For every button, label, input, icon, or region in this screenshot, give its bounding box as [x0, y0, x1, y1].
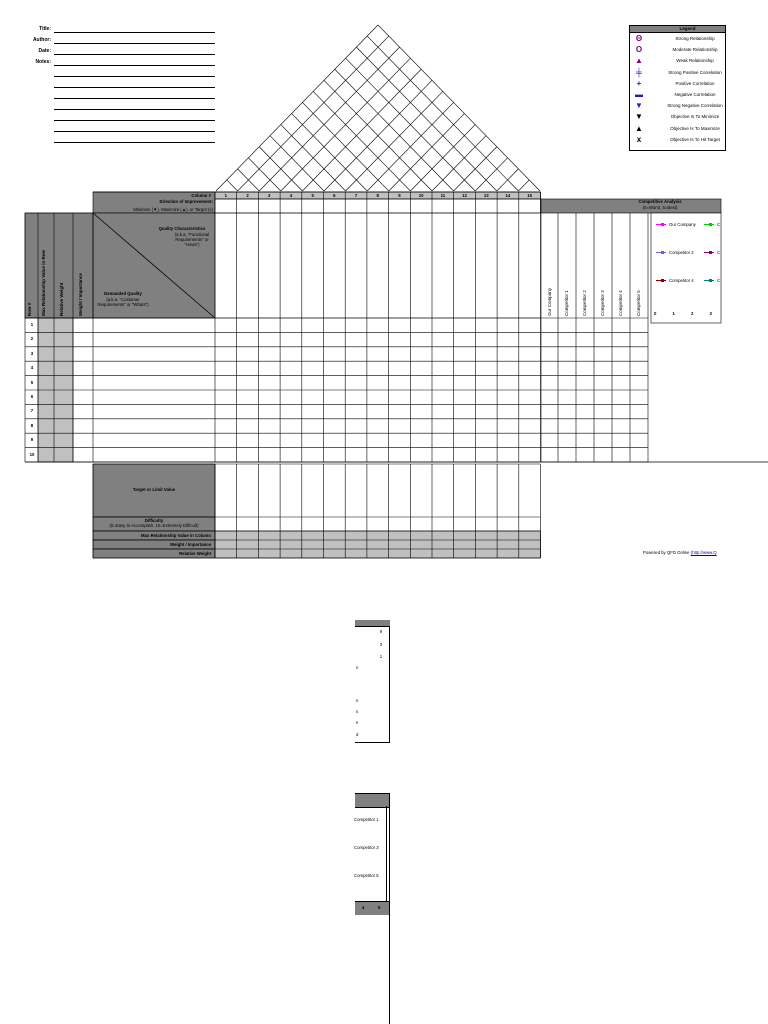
chart-legend-marker — [709, 279, 712, 282]
chart-legend-item — [656, 278, 694, 283]
strong-negative-correlation-icon: ▼ — [635, 101, 643, 111]
strong-positive-correlation-icon: ╪ — [636, 67, 642, 77]
header-field-label: Date: — [38, 48, 51, 54]
row-number: 10 — [29, 451, 35, 457]
demanded-quality-label: Demanded Quality — [104, 291, 142, 296]
legend-text: Objective Is To Hit Target — [670, 136, 720, 142]
fragment-competitor-label: Competitor 5 — [354, 873, 379, 878]
direction-label: Direction of Improvement: — [159, 199, 213, 204]
column-number: 11 — [440, 193, 446, 198]
page2-fragment — [355, 620, 390, 743]
fragment-number: 1 — [379, 654, 383, 659]
header-field-label: Author: — [32, 37, 51, 43]
strong-relationship-icon: Θ — [635, 34, 643, 43]
weight-importance-header: Weight / Importance — [78, 273, 83, 316]
legend-text: Moderate Relationship — [672, 47, 718, 53]
quality-characteristics-sub: (a.k.a. "Functional Requirements" or "Hows") — [174, 232, 210, 247]
column-number: 5 — [311, 193, 314, 198]
legend-text: Strong Positive Correlation — [668, 69, 722, 75]
maximize-icon: ▲ — [635, 123, 643, 133]
axis-tick-label: 1 — [672, 311, 675, 316]
column-number: 14 — [505, 193, 511, 198]
target-limit-label: Target or Limit Value — [132, 487, 176, 492]
fragment-text: d — [356, 732, 359, 737]
axis-tick-label: 0 — [654, 311, 657, 316]
chart-legend-item — [704, 250, 720, 255]
chart-legend-item — [656, 250, 694, 255]
column-number: 8 — [376, 193, 379, 198]
minimize-icon: ▼ — [635, 112, 643, 122]
fragment-axis-tick: 4 — [362, 905, 365, 910]
chart-legend-marker — [661, 251, 664, 254]
column-number: 12 — [462, 193, 467, 198]
fragment-text: n — [356, 698, 359, 703]
column-number: 4 — [289, 193, 293, 198]
axis-tick-label: 2 — [691, 311, 694, 316]
weak-relationship-icon: ▲ — [635, 56, 643, 66]
powered-by-text — [643, 550, 717, 555]
max-relationship-column-label: Max Relationship Value in Column — [141, 532, 211, 538]
column-number: 1 — [224, 193, 228, 198]
powered-by-link[interactable]: (http://www.Q — [690, 550, 717, 555]
competitive-chart-frame — [651, 213, 721, 323]
axis-tick-label: 3 — [709, 311, 712, 316]
fragment-text: e — [356, 720, 359, 725]
row-number: 2 — [30, 336, 34, 342]
column-number: 6 — [333, 193, 336, 198]
demanded-quality-sub: (a.k.a. "Customer Requirements" or "Whats") — [97, 297, 149, 307]
legend-text: Weak Relationship — [676, 58, 714, 64]
positive-correlation-icon: + — [636, 78, 642, 88]
competitor-column-label: Competitor 1 — [564, 290, 569, 316]
row-number: 9 — [30, 437, 34, 443]
weight-importance-label: Weight / Importance — [170, 541, 211, 547]
row-number: 5 — [30, 379, 34, 385]
chart-legend-marker — [661, 279, 664, 282]
page3-fragment-inner-line — [386, 806, 387, 901]
fragment-competitor-label: Competitor 1 — [354, 817, 379, 822]
moderate-relationship-icon: Ο — [635, 45, 643, 55]
legend-text: Positive Correlation — [675, 80, 715, 86]
header-field-label: Notes: — [35, 59, 51, 65]
competitive-analysis-subtitle: (0=Worst, 5=Best) — [642, 205, 678, 210]
legend-text: Strong Relationship — [675, 36, 715, 41]
competitor-column-label: Competitor 4 — [618, 290, 623, 316]
legend-text: Strong Negative Correlation — [667, 103, 723, 109]
hit-target-icon: x — [636, 134, 642, 144]
direction-hint: Minimize (▼), Maximize (▲), or Target (x) — [133, 206, 213, 212]
negative-correlation-icon: ▬ — [635, 89, 643, 99]
legend-text: Objective Is To Maximize — [670, 125, 720, 131]
chart-legend-marker — [709, 251, 712, 254]
difficulty-label: Difficulty — [144, 517, 164, 523]
column-number: 10 — [418, 193, 424, 198]
column-number: 7 — [354, 193, 358, 198]
max-relationship-row-header: Max Relationship Value in Row — [41, 249, 46, 316]
quality-characteristics-label: Quality Characteristics — [158, 226, 206, 231]
fragment-axis-tick: 5 — [378, 905, 381, 910]
competitor-column-label: Competitor 5 — [636, 290, 641, 316]
chart-legend-label: C — [717, 222, 721, 227]
chart-legend-marker — [661, 223, 664, 226]
legend-title: Legend — [630, 26, 725, 33]
page2-fragment-header — [355, 620, 390, 627]
chart-legend-label: Competitor 2 — [669, 250, 694, 255]
column-number: 13 — [483, 193, 489, 198]
chart-legend-item — [704, 222, 720, 227]
fragment-text: s — [356, 709, 359, 714]
row-number: 4 — [30, 365, 34, 371]
header-field-label: Title: — [39, 26, 51, 32]
competitive-analysis-title: Competitive Analysis — [638, 199, 682, 204]
column-number-label: Column # — [191, 192, 211, 198]
fragment-number: 9 — [379, 629, 383, 634]
chart-legend-label: C — [717, 278, 721, 283]
chart-legend-marker — [709, 223, 712, 226]
powered-by-label: Powered by QFD Online — [643, 550, 690, 555]
relative-weight-header: Relative Weight — [59, 282, 64, 316]
chart-legend-label: Competitor 4 — [669, 278, 694, 283]
row-number-header: Row # — [27, 302, 32, 316]
page3-fragment-bottom-bar — [355, 901, 389, 915]
column-number: 9 — [398, 193, 401, 198]
row-number: 7 — [30, 408, 34, 414]
row-number: 8 — [30, 422, 34, 428]
column-number: 15 — [527, 193, 533, 198]
competitor-column-label: Competitor 3 — [600, 290, 605, 316]
fragment-text: n — [356, 665, 359, 670]
chart-legend-item — [704, 278, 720, 283]
fragment-number: 3 — [379, 641, 383, 647]
relative-weight-label: Relative Weight — [179, 550, 211, 556]
column-number: 3 — [268, 193, 271, 198]
page3-fragment-header — [355, 793, 389, 808]
bottom-computed-rows — [215, 531, 541, 558]
row-number: 6 — [30, 394, 34, 399]
competitor-column-label: Competitor 2 — [582, 290, 587, 316]
competitor-column-label: Our Company — [547, 287, 552, 316]
legend-text: Objective Is To Minimize — [670, 114, 720, 120]
fragment-competitor-label: Competitor 3 — [354, 845, 379, 850]
direction-strip — [215, 199, 541, 213]
chart-legend-item — [656, 222, 696, 227]
chart-legend-label: Our Company — [669, 222, 696, 227]
difficulty-sub: (0=Easy to Accomplish, 10=Extremely Difficult) — [109, 522, 199, 528]
chart-legend-label: C — [717, 250, 721, 255]
column-number: 2 — [246, 193, 249, 198]
legend-text: Negative Correlation — [674, 91, 716, 97]
row-number: 3 — [30, 350, 34, 356]
row-number: 1 — [30, 322, 34, 327]
